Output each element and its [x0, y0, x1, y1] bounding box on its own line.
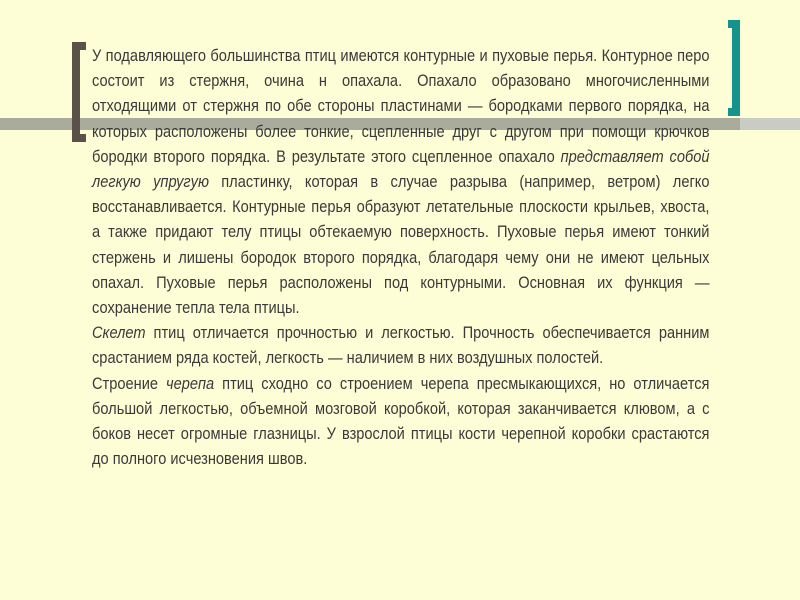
text-span: Строение: [92, 373, 167, 393]
paragraph-skeleton: [92, 320, 709, 370]
paragraph-feathers: [92, 43, 709, 320]
paragraph-skull: [92, 371, 709, 472]
text-span: пластинку, которая в случае разрыва (например, ветром) легко восстанавливается. Контурные перья образуют летательные плоскости крыльев, хвоста, а также придают телу птицы обтекаемую поверхность. Пуховые перья имеют тонкий стержень и лишены бородок второго порядка, благодаря чему они не имеют цельных опахал. Пуховые перья расположены под контурными. Основная их функция — сохранение тепла тела птицы.: [92, 172, 710, 318]
horizontal-rule-band-end: [740, 118, 800, 130]
right-bracket-decoration: [728, 20, 740, 116]
text-span: У подавляющего большинства птиц имеются контурные и пуховые перья. Контурное перо состоит из стержня, очина н опахала. Опахало образовано многочисленными отходящими от стержня по обе стороны пластинами — бородками первого порядка, на которых расположены более тонкие, сцепленные друг с другом при помощи крючков бородки второго порядка. В результате этого сцепленное опахало: [92, 46, 710, 166]
italic-text-span: черепа: [166, 373, 215, 393]
text-span: птиц отличается прочностью и легкостью. Прочность обеспечивается ранним срастанием ряда костей, легкость — наличием в них воздушных полостей.: [92, 323, 710, 368]
left-bracket-decoration: [72, 42, 86, 142]
slide-text-body: [92, 43, 710, 471]
italic-text-span: Скелет: [92, 323, 146, 343]
italic-text-span: представляет собой легкую упругую: [92, 146, 710, 192]
text-span: птиц сходно со строением черепа пресмыкающихся, но отличается большой легкостью, объемной мозговой коробкой, которая заканчивается клювом, а с боков несет огромные глазницы. У взрослой птицы кости черепной коробки срастаются до полного исчезновения швов.: [92, 373, 710, 469]
